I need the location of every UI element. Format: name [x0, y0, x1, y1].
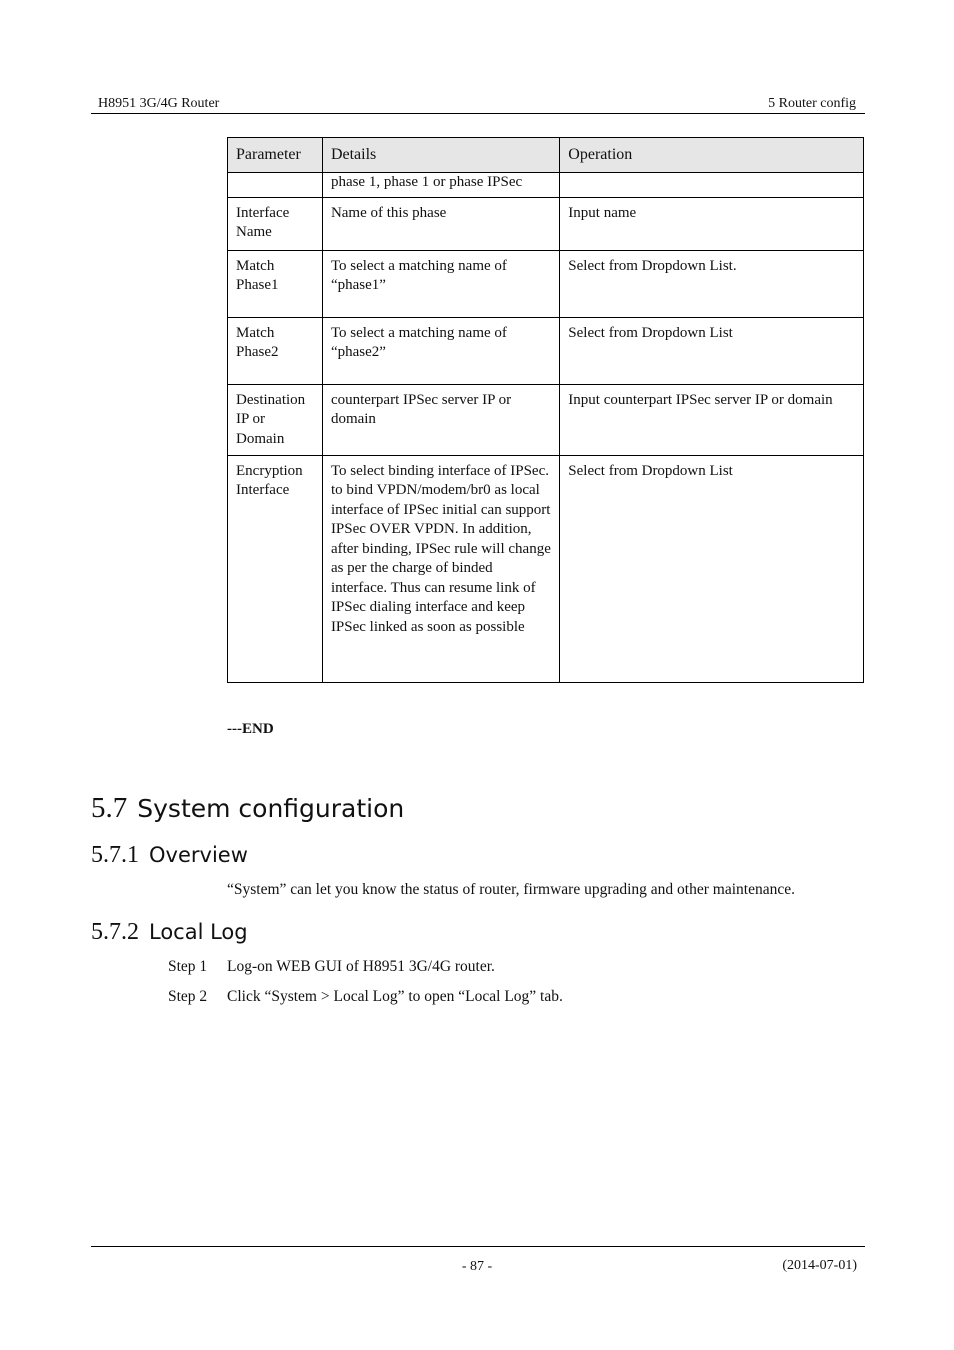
table-cell: [560, 173, 864, 198]
table-cell: Encryption Interface: [228, 455, 323, 682]
header-product: H8951 3G/4G Router: [98, 96, 220, 111]
local-log-heading: [91, 919, 248, 946]
table-cell: counterpart IPSec server IP or domain: [322, 384, 559, 455]
table-cell: To select binding interface of IPSec. to bind VPDN/modem/br0 as local interface of IPSec initial can support IPSec OVER VPDN. In addition, after binding, IPSec rule will change as per the charge of binded interface. Thus can resume link of IPSec dialing interface and keep IPSec linked as soon as possible: [322, 455, 559, 682]
table-row: [228, 197, 864, 250]
table-row: [228, 455, 864, 682]
table-cell: Select from Dropdown List.: [560, 250, 864, 317]
local-log-number: 5.7.2: [91, 919, 139, 945]
document-date: (2014-07-01): [782, 1258, 857, 1273]
step-2: [168, 988, 563, 1006]
page-number: - 87 -: [461, 1259, 493, 1274]
table-cell: Destination IP or Domain: [228, 384, 323, 455]
table-cell: Select from Dropdown List: [560, 317, 864, 384]
section-number: 5.7: [91, 792, 128, 824]
local-log-title: Local Log: [149, 920, 248, 944]
table-cell: Input name: [560, 197, 864, 250]
header-chapter: 5 Router config: [768, 96, 856, 111]
table-cell: Interface Name: [228, 197, 323, 250]
end-marker: ---END: [227, 721, 274, 737]
column-header-details: Details: [322, 138, 559, 173]
table-row: [228, 317, 864, 384]
footer-divider: [91, 1246, 865, 1247]
table-cell: To select a matching name of “phase2”: [322, 317, 559, 384]
table-cell: Input counterpart IPSec server IP or domain: [560, 384, 864, 455]
table-row: [228, 384, 864, 455]
table-cell: Match Phase2: [228, 317, 323, 384]
table-row: [228, 173, 864, 198]
step-text: Click “System > Local Log” to open “Local Log” tab.: [227, 988, 563, 1005]
table-header-row: [228, 138, 864, 173]
section-heading: [91, 788, 404, 825]
table-cell: phase 1, phase 1 or phase IPSec: [322, 173, 559, 198]
overview-heading: [91, 842, 248, 869]
step-1: [168, 958, 495, 976]
step-label: Step 1: [168, 958, 208, 975]
table-cell: Match Phase1: [228, 250, 323, 317]
table-cell: Name of this phase: [322, 197, 559, 250]
step-text: Log-on WEB GUI of H8951 3G/4G router.: [227, 958, 495, 975]
column-header-operation: Operation: [560, 138, 864, 173]
header-divider: [91, 113, 865, 114]
parameter-table: [227, 137, 864, 683]
overview-title: Overview: [149, 843, 248, 867]
overview-paragraph: “System” can let you know the status of router, firmware upgrading and other maintenance.: [227, 881, 795, 898]
overview-number: 5.7.1: [91, 842, 139, 868]
table-cell: Select from Dropdown List: [560, 455, 864, 682]
table-cell: To select a matching name of “phase1”: [322, 250, 559, 317]
table-cell: [228, 173, 323, 198]
table-row: [228, 250, 864, 317]
section-title: System configuration: [137, 794, 405, 823]
column-header-parameter: Parameter: [228, 138, 323, 173]
step-label: Step 2: [168, 988, 208, 1005]
